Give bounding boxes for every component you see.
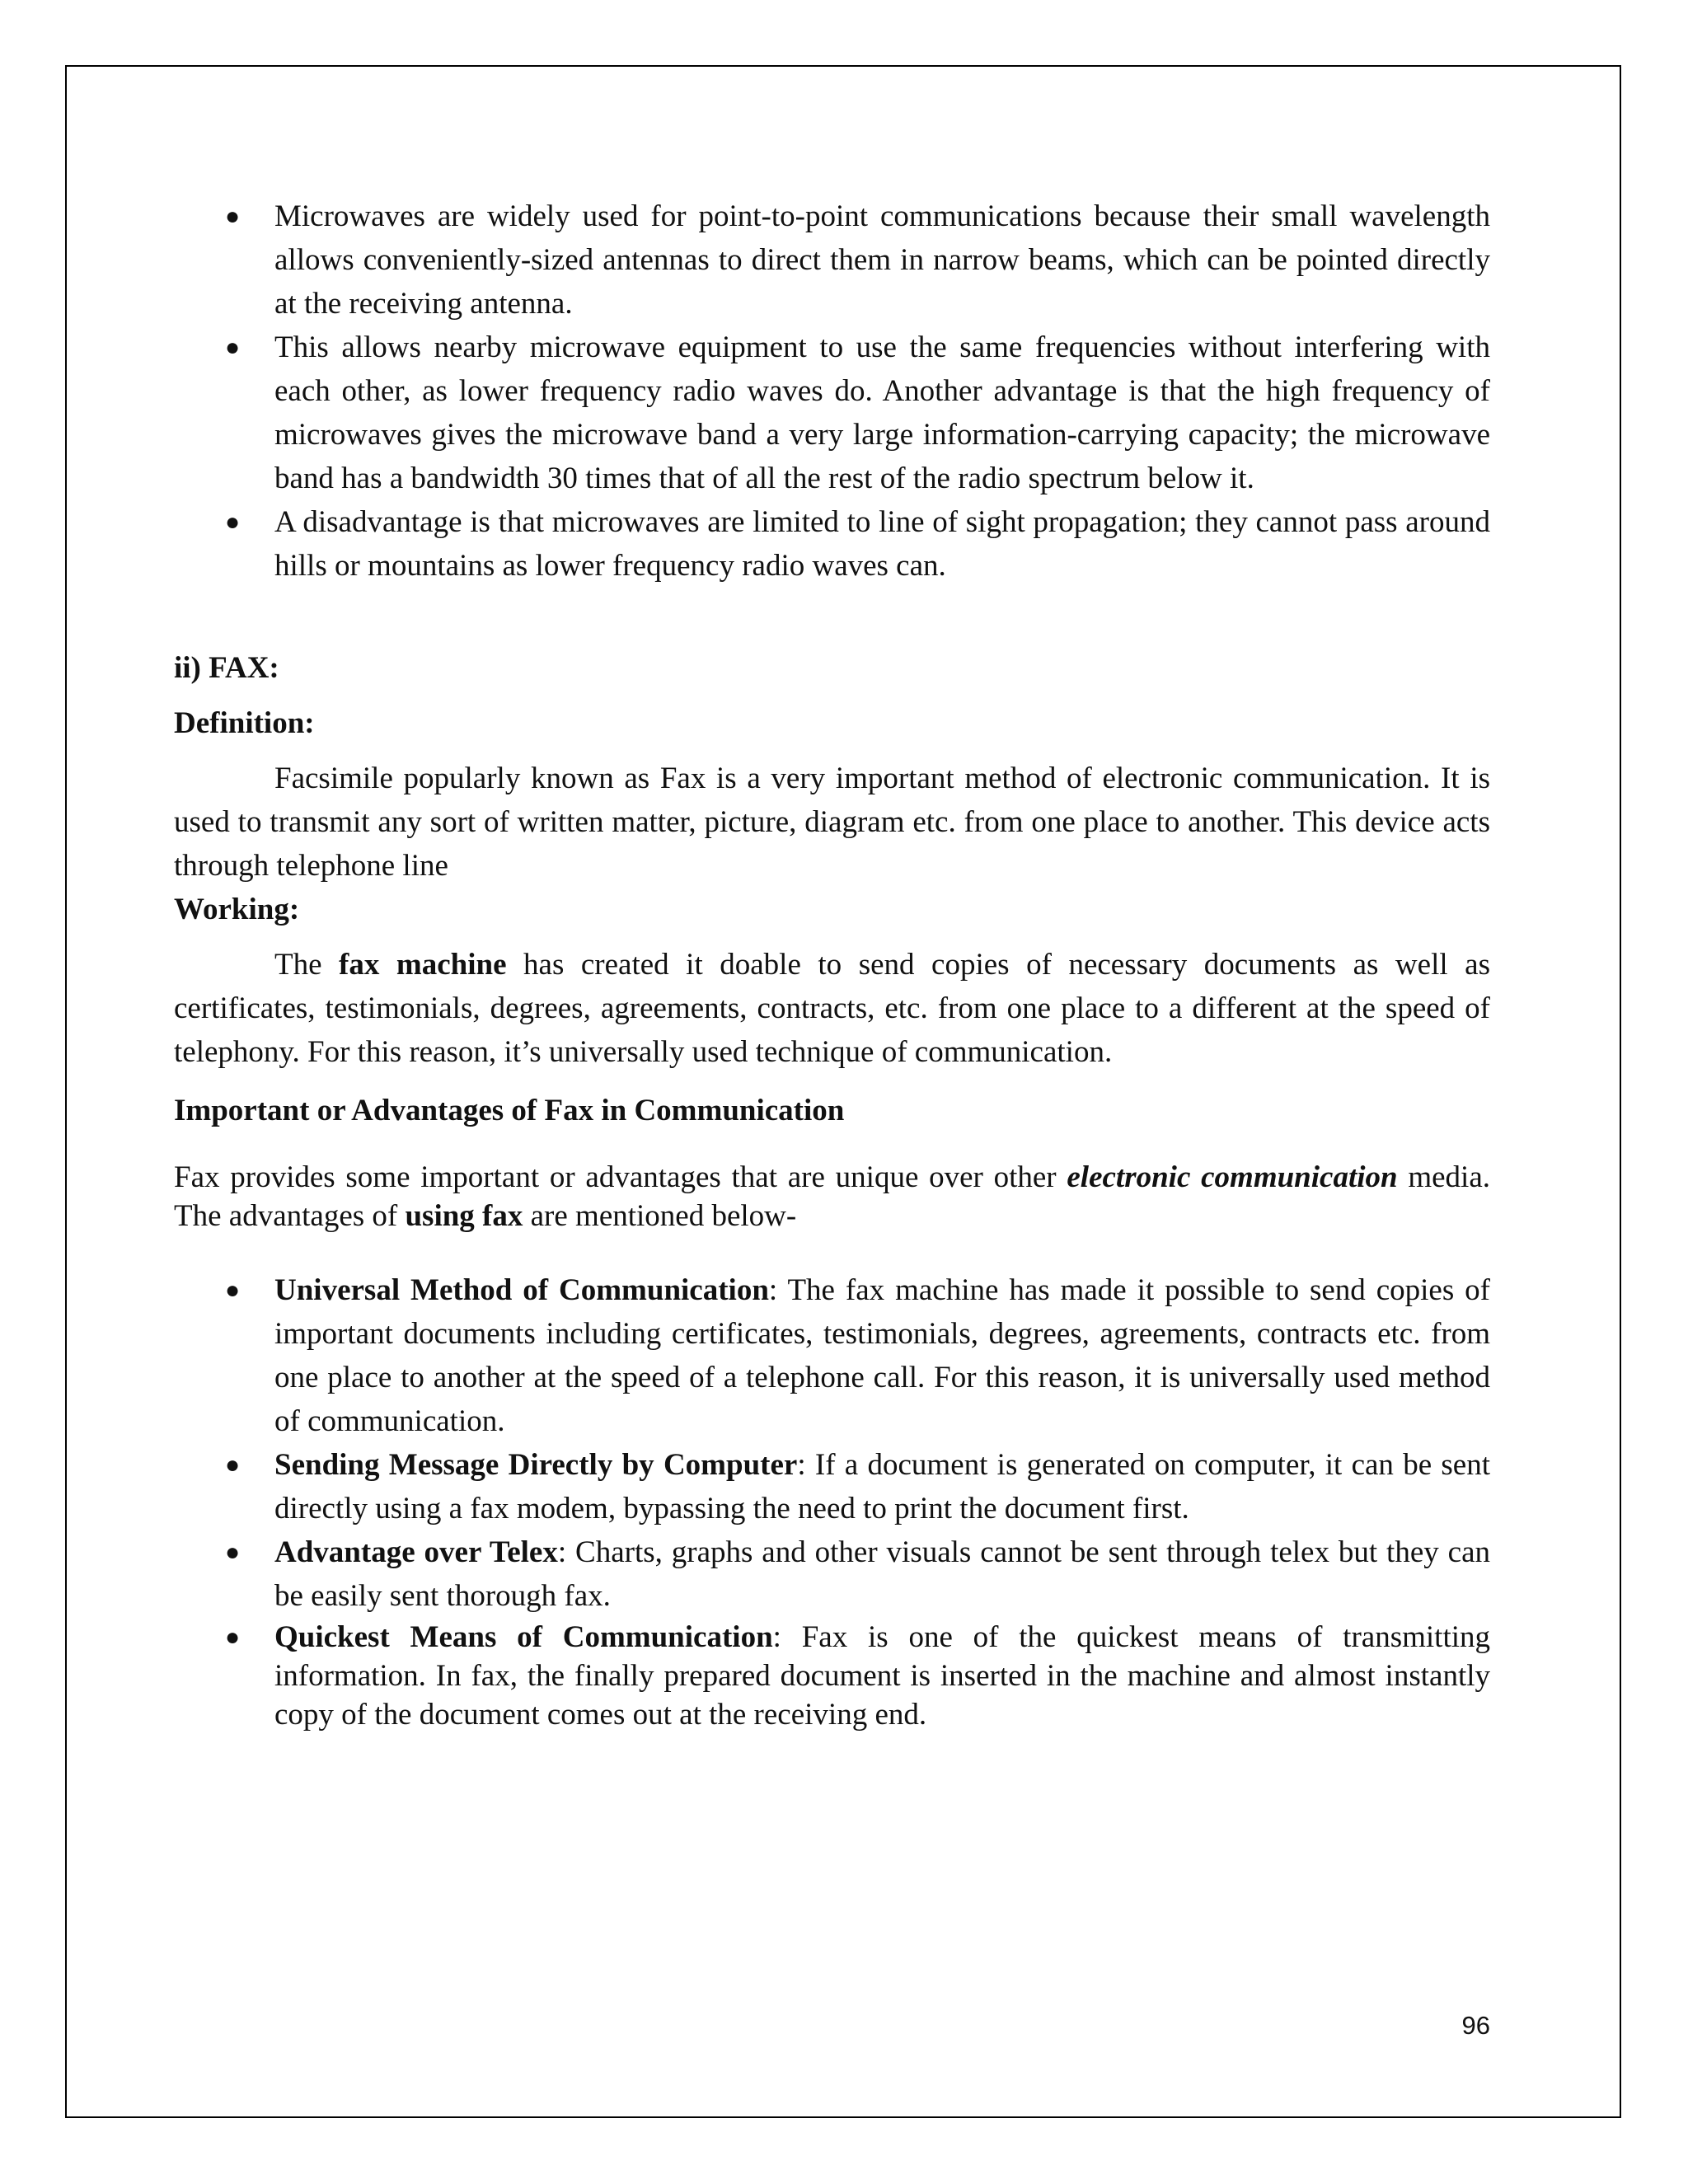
working-bold-term: fax machine <box>339 948 507 982</box>
list-item <box>174 1443 1490 1530</box>
list-item <box>174 326 1490 500</box>
working-paragraph <box>174 943 1490 1074</box>
page-content <box>174 194 1490 1734</box>
list-item <box>174 500 1490 588</box>
advantage-title: Quickest Means of Communication <box>274 1620 773 1654</box>
list-item-text: A disadvantage is that microwaves are limited to line of sight propagation; they cannot pass around hills or mountains as lower frequency radio waves can. <box>274 505 1490 583</box>
list-item-text: Microwaves are widely used for point-to-point communications because their small wavelength allows conveniently-sized antennas to direct them in narrow beams, which can be pointed directly at the receiving antenna. <box>274 199 1490 321</box>
bullet-icon: ● <box>225 509 241 536</box>
bullet-icon: ● <box>225 1451 241 1479</box>
list-item <box>174 1618 1490 1734</box>
advantage-title: Sending Message Directly by Computer <box>274 1448 798 1482</box>
working-heading: Working: <box>174 893 300 926</box>
definition-paragraph: Facsimile popularly known as Fax is a very important method of electronic communication. It is used to transmit any sort of written matter, picture, diagram etc. from one place to another. This device acts through telephone line <box>174 762 1490 883</box>
advantage-text: : If a document is generated on computer, it can be sent directly using a fax modem, bypassing the need to print the document first. <box>274 1448 1491 1526</box>
advantage-text: : Charts, graphs and other visuals cannot be sent through telex but they can be easily sent thorough fax. <box>274 1535 1490 1613</box>
advantages-heading: Important or Advantages of Fax in Communication <box>174 1094 845 1127</box>
bullet-icon: ● <box>225 1539 241 1566</box>
bullet-icon: ● <box>225 334 241 361</box>
definition-heading: Definition: <box>174 706 315 740</box>
advantage-text: : Fax is one of the quickest means of transmitting information. In fax, the finally prepared document is inserted in the machine and almost instantly copy of the document comes out at the receiving end. <box>274 1620 1491 1732</box>
page-number: 96 <box>1461 2011 1490 2040</box>
advantages-intro-part2: media. The advantages of <box>174 1160 1491 1233</box>
list-item <box>174 1530 1490 1618</box>
advantages-intro-bold: using fax <box>405 1199 523 1233</box>
advantage-title: Universal Method of Communication <box>274 1273 769 1307</box>
advantages-intro-part3: are mentioned below- <box>523 1199 797 1233</box>
microwave-bullet-list <box>174 194 1490 588</box>
advantages-intro <box>174 1158 1490 1235</box>
advantage-title: Advantage over Telex <box>274 1535 558 1569</box>
advantages-bullet-list <box>174 1268 1490 1734</box>
bullet-icon: ● <box>225 203 241 230</box>
advantages-intro-emphasis: electronic communication <box>1067 1160 1398 1194</box>
list-item <box>174 1268 1490 1443</box>
working-rest: has created it doable to send copies of necessary documents as well as certificates, testimonials, degrees, agreements, contracts, etc. from one place to a different at the speed of telephony. For this reason, it’s universally used technique of communication. <box>174 948 1490 1069</box>
advantages-intro-part1: Fax provides some important or advantages that are unique over other <box>174 1160 1067 1194</box>
list-item-text: This allows nearby microwave equipment to use the same frequencies without interfering with each other, as lower frequency radio waves do. Another advantage is that the high frequency of microwaves gives the microwave band a very large information-carrying capacity; the microwave band has a bandwidth 30 times that of all the rest of the radio spectrum below it. <box>274 330 1490 495</box>
working-intro: The <box>274 948 340 982</box>
advantage-text: : The fax machine has made it possible to send copies of important documents including certificates, testimonials, degrees, agreements, contracts etc. from one place to another at the speed of a telephone call. For this reason, it is universally used method of communication. <box>274 1273 1490 1438</box>
bullet-icon: ● <box>225 1624 241 1651</box>
bullet-icon: ● <box>225 1277 241 1304</box>
list-item <box>174 194 1490 326</box>
fax-section-title: ii) FAX: <box>174 651 279 685</box>
